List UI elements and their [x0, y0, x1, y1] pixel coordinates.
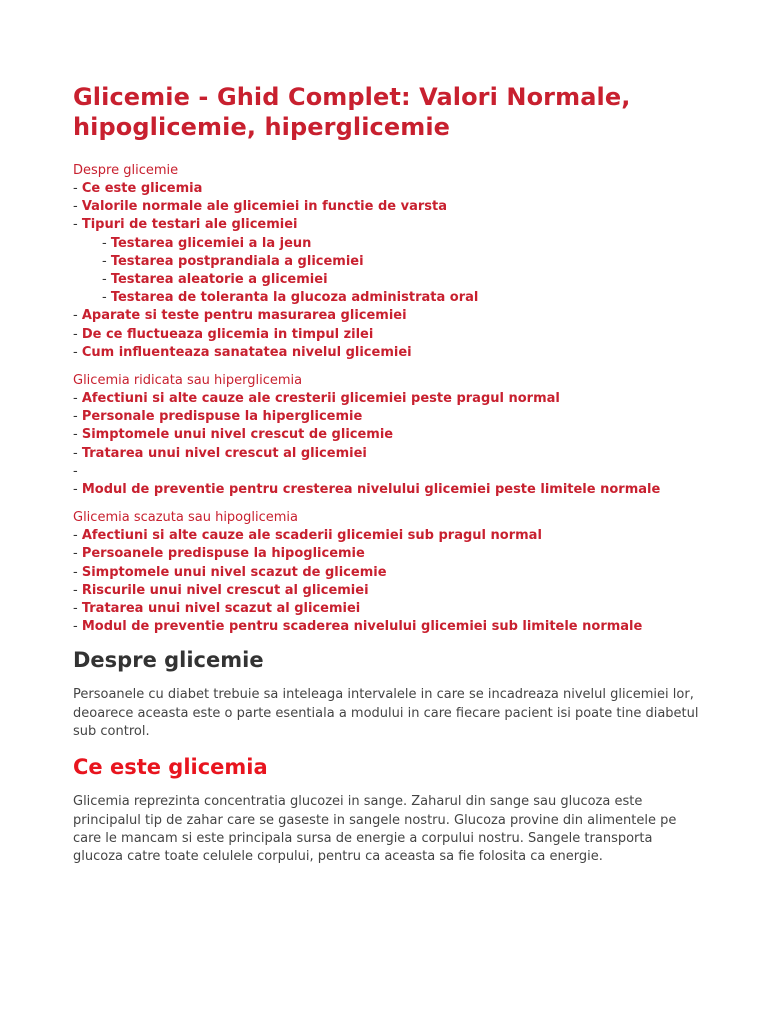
toc-link[interactable]: Afectiuni si alte cauze ale cresterii glicemiei peste pragul normal — [81, 391, 560, 407]
toc-list — [73, 527, 713, 636]
toc-bullet-dash: - — [73, 409, 82, 425]
toc-link[interactable]: Cum influenteaza sanatatea nivelul glicemiei — [81, 344, 412, 360]
toc-subitem — [73, 253, 713, 271]
toc-item — [73, 527, 713, 545]
toc-bullet-dash: - — [73, 427, 82, 443]
document-title: Glicemie - Ghid Complet: Valori Normale, hipoglicemie, hiperglicemie — [73, 83, 631, 141]
toc-bullet-dash: - — [73, 528, 82, 544]
toc-link[interactable]: Modul de preventie pentru cresterea nivelului glicemiei peste limitele normale — [81, 482, 661, 498]
toc-bullet-dash: - — [73, 445, 82, 461]
toc-bullet-dash: - — [73, 546, 82, 562]
toc-item — [73, 582, 713, 600]
toc-item — [73, 564, 713, 582]
toc-link[interactable]: Tratarea unui nivel scazut al glicemiei — [81, 601, 361, 617]
toc-item — [73, 180, 713, 198]
toc-bullet-dash: - — [73, 564, 82, 580]
toc-link[interactable]: Testarea aleatorie a glicemiei — [110, 272, 328, 288]
section-paragraph-despre-glicemie: Persoanele cu diabet trebuie sa inteleaga intervalele in care se incadreaza nivelul glicemiei lor, deoarece aceasta este o parte esentiala a modului in care fiecare pacient isi poate tine diabetul sub control. — [73, 687, 699, 740]
toc-bullet-dash: - — [73, 199, 82, 215]
toc-section-heading[interactable]: Despre glicemie — [73, 163, 179, 178]
toc-bullet-dash: - — [102, 290, 111, 306]
toc-link[interactable]: Riscurile unui nivel crescut al glicemiei — [81, 582, 369, 598]
toc-item — [73, 326, 713, 344]
toc-link[interactable]: Simptomele unui nivel scazut de glicemie — [81, 564, 387, 580]
toc-item — [73, 390, 713, 408]
toc-subitem — [73, 289, 713, 307]
toc-link[interactable]: Testarea de toleranta la glucoza administrata oral — [110, 290, 479, 306]
toc-section-heading[interactable]: Glicemia ridicata sau hiperglicemia — [73, 373, 303, 389]
toc-link[interactable]: De ce fluctueaza glicemia in timpul zilei — [81, 326, 374, 342]
toc-item — [73, 618, 713, 636]
toc-link[interactable]: Testarea postprandiala a glicemiei — [110, 253, 364, 269]
section-heading-ce-este-glicemia: Ce este glicemia — [73, 755, 268, 780]
section-heading-despre-glicemie: Despre glicemie — [73, 648, 264, 673]
toc-bullet-dash: - — [73, 326, 82, 342]
toc-list — [73, 180, 713, 362]
toc-link[interactable]: Modul de preventie pentru scaderea nivelului glicemiei sub limitele normale — [81, 619, 643, 635]
toc-link[interactable]: Valorile normale ale glicemiei in functie de varsta — [81, 199, 447, 215]
toc-bullet-dash: - — [102, 272, 111, 288]
toc-link[interactable]: Simptomele unui nivel crescut de glicemie — [81, 427, 394, 443]
toc-bullet-dash: - — [73, 482, 82, 498]
toc-item — [73, 426, 713, 444]
toc-list — [73, 390, 713, 499]
toc-section — [73, 509, 713, 636]
toc-item — [73, 545, 713, 563]
table-of-contents — [73, 162, 713, 636]
toc-link[interactable]: Tipuri de testari ale glicemiei — [81, 217, 298, 233]
toc-link[interactable]: Persoanele predispuse la hipoglicemie — [81, 546, 365, 562]
toc-item — [73, 344, 713, 362]
toc-subitem — [73, 271, 713, 289]
toc-bullet-dash: - — [73, 217, 82, 233]
toc-bullet-dash: - — [73, 582, 82, 598]
toc-subitem — [73, 235, 713, 253]
toc-item — [73, 408, 713, 426]
toc-link[interactable]: Afectiuni si alte cauze ale scaderii glicemiei sub pragul normal — [81, 528, 542, 544]
toc-item — [73, 463, 713, 481]
toc-bullet-dash: - — [73, 619, 82, 635]
toc-bullet-dash: - — [73, 344, 82, 360]
toc-bullet-dash: - — [73, 308, 82, 324]
section-paragraph-ce-este-glicemia: Glicemia reprezinta concentratia glucozei in sange. Zaharul din sange sau glucoza este principalul tip de zahar care se gaseste in sangele nostru. Glucoza provine din alimentele pe care le mancam si este principala sursa de energie a corpului nostru. Sangele transporta glucoza catre toate celulele corpului, pentru ca aceasta sa fie folosita ca energie. — [73, 794, 677, 865]
toc-section — [73, 162, 713, 362]
toc-section — [73, 372, 713, 499]
toc-bullet-dash: - — [73, 391, 82, 407]
toc-bullet-dash: - — [102, 253, 111, 269]
toc-bullet-dash: - — [73, 181, 82, 196]
toc-link[interactable]: Aparate si teste pentru masurarea glicemiei — [81, 308, 407, 324]
toc-link[interactable]: Ce este glicemia — [81, 181, 203, 196]
toc-item — [73, 198, 713, 216]
toc-item — [73, 481, 713, 499]
toc-item — [73, 307, 713, 325]
toc-link[interactable]: Testarea glicemiei a la jeun — [110, 235, 312, 251]
toc-bullet-dash: - — [73, 463, 78, 479]
document-page — [73, 82, 713, 867]
toc-link[interactable]: Personale predispuse la hiperglicemie — [81, 409, 363, 425]
toc-bullet-dash: - — [73, 601, 82, 617]
toc-item — [73, 216, 713, 234]
toc-item — [73, 445, 713, 463]
toc-bullet-dash: - — [102, 235, 111, 251]
toc-link[interactable]: Tratarea unui nivel crescut al glicemiei — [81, 445, 367, 461]
toc-item — [73, 600, 713, 618]
toc-section-heading[interactable]: Glicemia scazuta sau hipoglicemia — [73, 510, 298, 526]
